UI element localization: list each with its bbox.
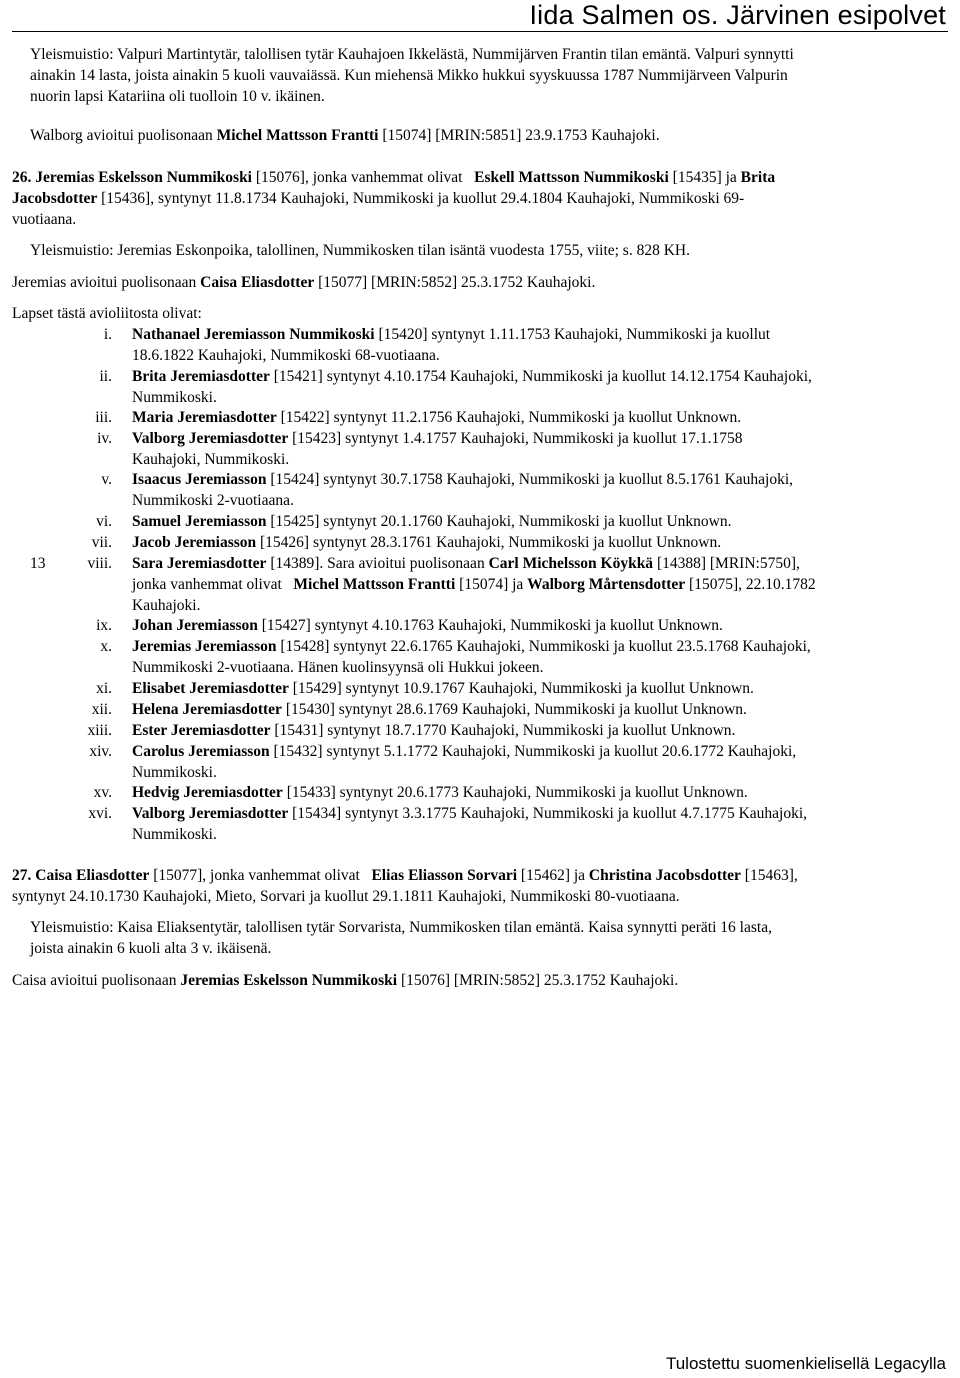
father-name: Elias Eliasson Sorvari — [371, 867, 518, 884]
memory-label: Yleismuistio: — [30, 919, 114, 936]
memory-note-caisa: Yleismuistio: Kaisa Eliaksentytär, talollisen tytär Sorvarista, Nummikosken tilan emäntä. Kaisa synnytti peräti 16 lasta, joista ainakin 6 kuoli alta 3 v. ikäisenä. — [30, 919, 772, 957]
child-name: Valborg Jeremiasdotter — [132, 805, 289, 822]
child-name: Ester Jeremiasdotter — [132, 722, 271, 739]
father-name: Eskell Mattsson Nummikoski — [474, 169, 669, 186]
person-entry-26: 26. Jeremias Eskelsson Nummikoski [15076], jonka vanhemmat olivat Eskell Mattsson Nummikoski [15435] ja Brita Jacobsdotter [15436], syntynyt 11.8.1734 Kauhajoki, Nummikoski ja kuollut 29.4.1804 Kauhajoki, Nummikoski 69- vuotiaana. — [12, 169, 776, 228]
title-divider — [12, 31, 948, 32]
mother-name: Christina Jacobsdotter — [588, 867, 741, 884]
marriage-line-caisa: Caisa avioitui puolisonaan Jeremias Eskelsson Nummikoski [15076] [MRIN:5852] 25.3.1752 Kauhajoki. — [12, 972, 679, 989]
child-name: Sara Jeremiasdotter — [132, 555, 267, 572]
children-heading: Lapset tästä avioliitosta olivat: — [12, 305, 202, 322]
child-name: Johan Jeremiasson — [132, 617, 258, 634]
child-name: Isaacus Jeremiasson — [132, 471, 267, 488]
spouse-name: Caisa Eliasdotter — [200, 274, 315, 291]
mother-name: Jacobsdotter — [12, 190, 98, 207]
entry-number: 26. — [12, 169, 32, 186]
page-title: Iida Salmen os. Järvinen esipolvet — [529, 0, 946, 30]
child-name: Samuel Jeremiasson — [132, 513, 267, 530]
entry-number: 27. — [12, 867, 32, 884]
child-number: xvi. — [88, 805, 112, 822]
child-name: Valborg Jeremiasdotter — [132, 430, 289, 447]
child-name: Maria Jeremiasdotter — [132, 409, 277, 426]
child-number: xi. — [96, 680, 112, 697]
child-number: x. — [100, 638, 112, 655]
spouse-name: Jeremias Eskelsson Nummikoski — [180, 972, 398, 989]
father-name: Michel Mattsson Frantti — [293, 576, 456, 593]
memory-label: Yleismuistio: — [30, 46, 114, 63]
marriage-line-walborg: Walborg avioitui puolisonaan Michel Mattsson Frantti [15074] [MRIN:5851] 23.9.1753 Kauhajoki. — [30, 127, 660, 144]
child-name: Carolus Jeremiasson — [132, 743, 270, 760]
child-number: xiii. — [87, 722, 112, 739]
child-number: ix. — [96, 617, 112, 634]
child-number: v. — [101, 471, 112, 488]
person-entry-27: 27. Caisa Eliasdotter [15077], jonka vanhemmat olivat Elias Eliasson Sorvari [15462] ja Christina Jacobsdotter [15463], syntynyt 24.10.1730 Kauhajoki, Mieto, Sorvari ja kuollut 29.1.1811 Kauhajoki, Nummikoski 80-vuotiaana. — [12, 867, 798, 905]
child-number: xiv. — [89, 743, 112, 760]
memory-text: nuorin lapsi Katariina oli tuolloin 10 v. ikäinen. — [30, 88, 325, 105]
child-number: iii. — [95, 409, 112, 426]
child-number: ii. — [99, 368, 112, 385]
memory-note-jeremias: Yleismuistio: Jeremias Eskonpoika, talollinen, Nummikosken tilan isäntä vuodesta 1755, viite; s. 828 KH. — [30, 242, 690, 259]
spouse-name: Carl Michelsson Köykkä — [488, 555, 654, 572]
child-number: i. — [103, 326, 112, 343]
child-name: Brita Jeremiasdotter — [132, 368, 270, 385]
spouse-name: Michel Mattsson Frantti — [216, 127, 379, 144]
person-name: Caisa Eliasdotter — [35, 867, 150, 884]
child-name: Jeremias Jeremiasson — [132, 638, 277, 655]
marriage-line-jeremias: Jeremias avioitui puolisonaan Caisa Eliasdotter [15077] [MRIN:5852] 25.3.1752 Kauhajoki. — [12, 274, 596, 291]
child-name: Hedvig Jeremiasdotter — [132, 784, 283, 801]
child-number: vii. — [91, 534, 112, 551]
footer-note: Tulostettu suomenkielisellä Legacylla — [665, 1354, 946, 1373]
child-name: Jacob Jeremiasson — [132, 534, 257, 551]
child-number: xv. — [93, 784, 112, 801]
memory-label: Yleismuistio: — [30, 242, 114, 259]
child-name: Helena Jeremiasdotter — [132, 701, 282, 718]
generation-number: 13 — [30, 555, 46, 572]
mother-name: Walborg Mårtensdotter — [527, 576, 686, 593]
memory-note-valpuri — [30, 44, 950, 107]
child-name: Elisabet Jeremiasdotter — [132, 680, 289, 697]
child-number: xii. — [91, 701, 112, 718]
child-number: iv. — [97, 430, 112, 447]
mother-name: Brita — [740, 169, 776, 186]
child-name: Nathanael Jeremiasson Nummikoski — [132, 326, 375, 343]
memory-text: ainakin 14 lasta, joista ainakin 5 kuoli vauvaiässä. Kun miehensä Mikko hukkui syyskuussa 1787 Nummijärveen Valpurin — [30, 67, 788, 84]
child-number: viii. — [87, 555, 112, 572]
child-number: vi. — [96, 513, 112, 530]
person-name: Jeremias Eskelsson Nummikoski — [35, 169, 252, 186]
memory-text: Valpuri Martintytär, talollisen tytär Kauhajoen Ikkelästä, Nummijärven Frantin tilan emäntä. Valpuri synnytti — [117, 46, 794, 63]
